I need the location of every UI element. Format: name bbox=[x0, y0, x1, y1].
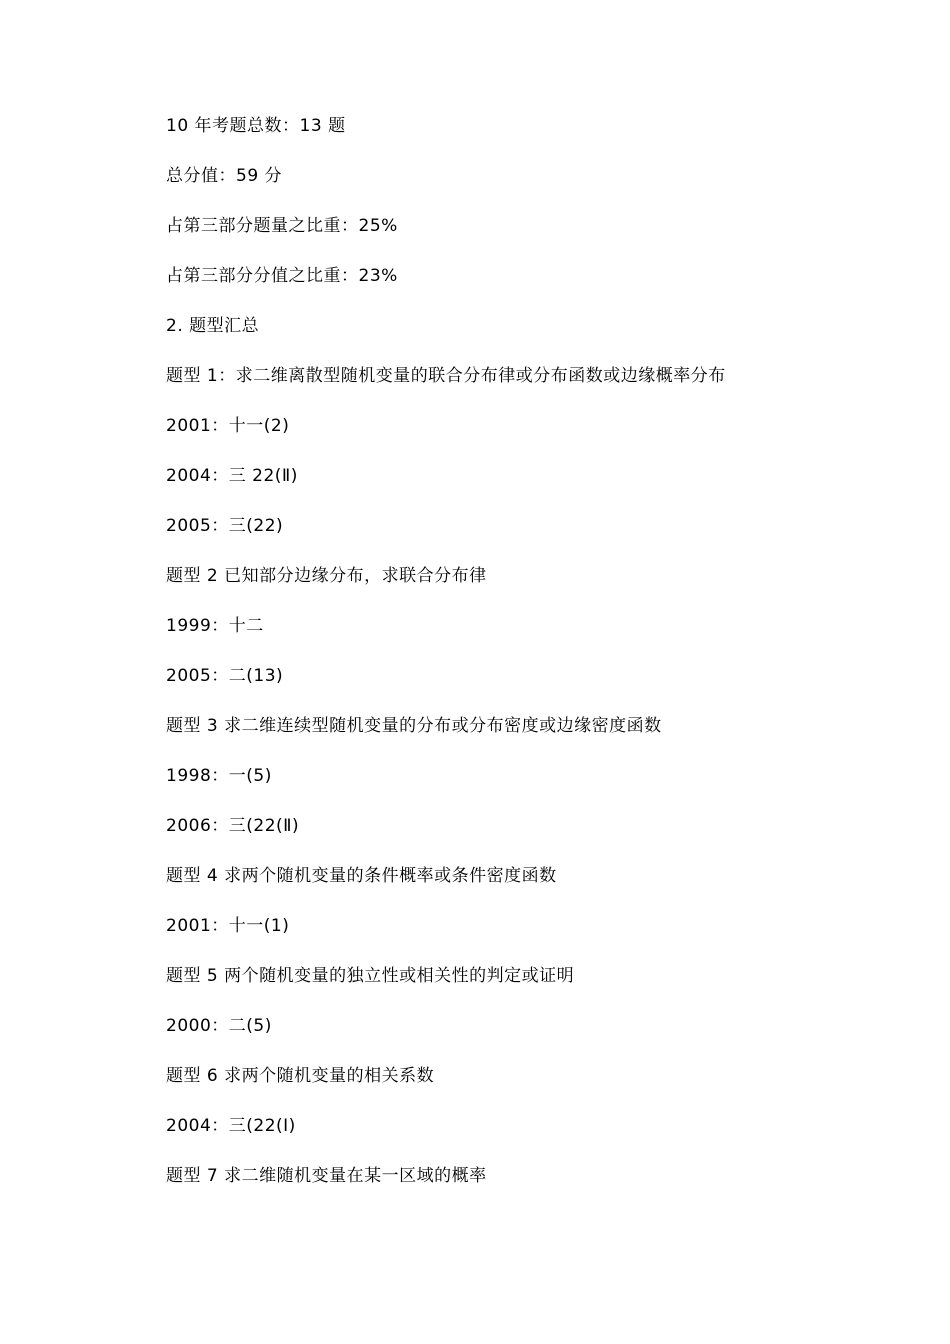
exam-reference: 1998：一(5) bbox=[166, 766, 272, 786]
exam-reference: 2000：二(5) bbox=[166, 1016, 272, 1036]
exam-reference: 2001：十一(1) bbox=[166, 916, 290, 936]
section-heading: 2. 题型汇总 bbox=[166, 316, 260, 336]
stat-question-ratio: 占第三部分题量之比重：25% bbox=[166, 216, 398, 236]
question-type-1: 题型 1：求二维离散型随机变量的联合分布律或分布函数或边缘概率分布 bbox=[166, 366, 726, 386]
stat-total-questions: 10 年考题总数：13 题 bbox=[166, 116, 346, 136]
exam-reference: 2005：三(22) bbox=[166, 516, 284, 536]
question-type-7: 题型 7 求二维随机变量在某一区域的概率 bbox=[166, 1166, 487, 1186]
exam-reference: 2004：三(22(Ⅰ) bbox=[166, 1116, 296, 1136]
document-body bbox=[166, 114, 866, 1214]
exam-reference: 2005：二(13) bbox=[166, 666, 284, 686]
question-type-5: 题型 5 两个随机变量的独立性或相关性的判定或证明 bbox=[166, 966, 575, 986]
question-type-3: 题型 3 求二维连续型随机变量的分布或分布密度或边缘密度函数 bbox=[166, 716, 662, 736]
exam-reference: 2001：十一(2) bbox=[166, 416, 290, 436]
stat-score-ratio: 占第三部分分值之比重：23% bbox=[166, 266, 398, 286]
exam-reference: 2006：三(22(Ⅱ) bbox=[166, 816, 300, 836]
exam-reference: 2004：三 22(Ⅱ) bbox=[166, 466, 298, 486]
exam-reference: 1999：十二 bbox=[166, 616, 264, 636]
question-type-2: 题型 2 已知部分边缘分布，求联合分布律 bbox=[166, 566, 487, 586]
stat-total-score: 总分值：59 分 bbox=[166, 166, 283, 186]
question-type-4: 题型 4 求两个随机变量的条件概率或条件密度函数 bbox=[166, 866, 557, 886]
question-type-6: 题型 6 求两个随机变量的相关系数 bbox=[166, 1066, 435, 1086]
